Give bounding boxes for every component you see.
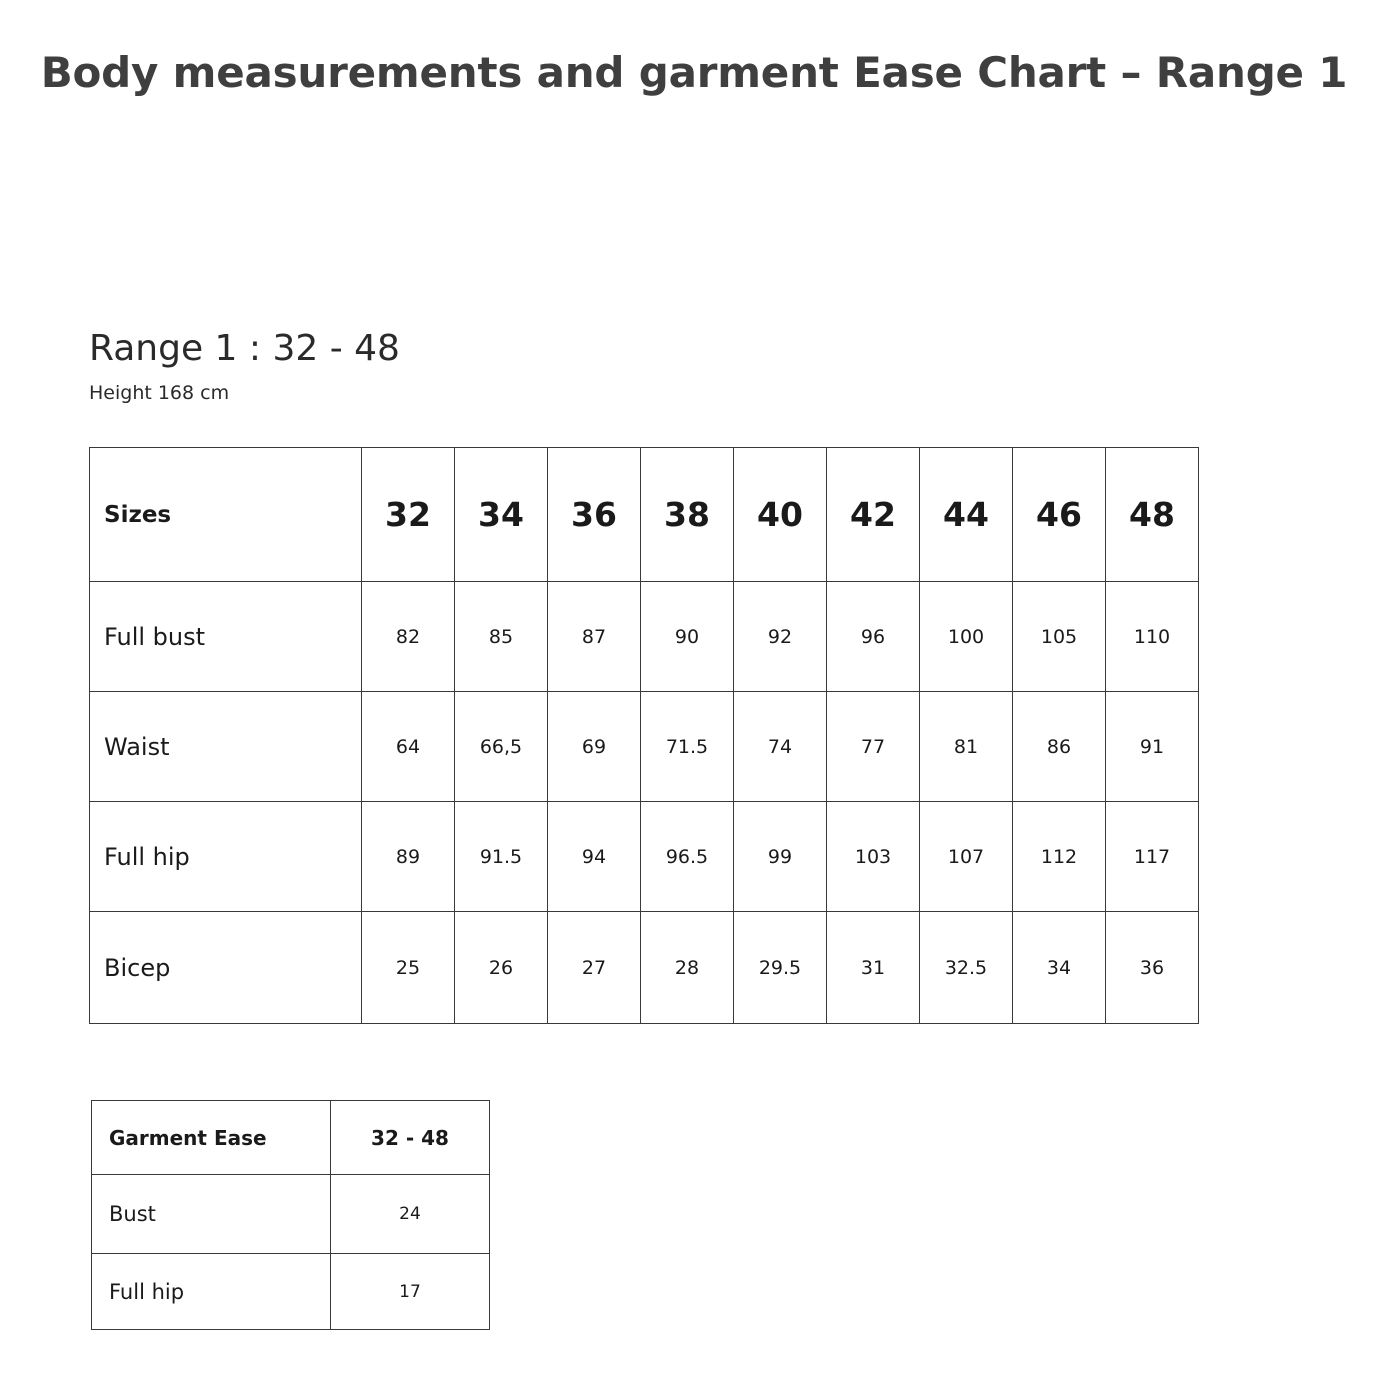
measurement-value: 82 — [362, 582, 455, 692]
measurement-value: 96.5 — [641, 802, 734, 912]
measurement-value: 81 — [920, 692, 1013, 802]
measurement-value: 77 — [827, 692, 920, 802]
measurement-value: 117 — [1106, 802, 1199, 912]
measurement-row-full-hip — [90, 802, 1199, 912]
ease-value: 24 — [331, 1175, 490, 1254]
garment-ease-table — [91, 1100, 490, 1330]
measurement-value: 91.5 — [455, 802, 548, 912]
measurement-value: 110 — [1106, 582, 1199, 692]
measurement-value: 66,5 — [455, 692, 548, 802]
measurement-value: 69 — [548, 692, 641, 802]
measurement-label: Bicep — [90, 912, 362, 1024]
measurement-value: 29.5 — [734, 912, 827, 1024]
sizes-header-label: Sizes — [90, 448, 362, 582]
size-header-cell: 32 — [362, 448, 455, 582]
measurement-value: 105 — [1013, 582, 1106, 692]
ease-label: Bust — [92, 1175, 331, 1254]
measurement-value: 31 — [827, 912, 920, 1024]
size-header-cell: 44 — [920, 448, 1013, 582]
size-header-row — [90, 448, 1199, 582]
measurement-value: 27 — [548, 912, 641, 1024]
size-header-cell: 36 — [548, 448, 641, 582]
measurement-value: 34 — [1013, 912, 1106, 1024]
ease-row-full-hip — [92, 1254, 490, 1330]
size-header-cell: 48 — [1106, 448, 1199, 582]
measurement-value: 74 — [734, 692, 827, 802]
measurement-label: Full hip — [90, 802, 362, 912]
measurement-value: 91 — [1106, 692, 1199, 802]
measurement-value: 86 — [1013, 692, 1106, 802]
measurement-row-waist — [90, 692, 1199, 802]
measurement-value: 26 — [455, 912, 548, 1024]
measurement-value: 94 — [548, 802, 641, 912]
measurement-value: 100 — [920, 582, 1013, 692]
measurement-value: 103 — [827, 802, 920, 912]
height-note: Height 168 cm — [89, 382, 230, 404]
size-header-cell: 42 — [827, 448, 920, 582]
measurement-row-full-bust — [90, 582, 1199, 692]
ease-value: 17 — [331, 1254, 490, 1330]
size-header-cell: 46 — [1013, 448, 1106, 582]
measurement-value: 64 — [362, 692, 455, 802]
size-header-cell: 40 — [734, 448, 827, 582]
range-heading: Range 1 : 32 - 48 — [89, 328, 400, 369]
measurement-value: 36 — [1106, 912, 1199, 1024]
measurement-value: 89 — [362, 802, 455, 912]
measurement-value: 90 — [641, 582, 734, 692]
ease-header-row — [92, 1101, 490, 1175]
measurement-value: 96 — [827, 582, 920, 692]
page-title: Body measurements and garment Ease Chart – Range 1 — [40, 48, 1348, 97]
measurement-value: 25 — [362, 912, 455, 1024]
measurement-value: 92 — [734, 582, 827, 692]
measurement-value: 99 — [734, 802, 827, 912]
measurement-value: 107 — [920, 802, 1013, 912]
measurement-label: Waist — [90, 692, 362, 802]
measurement-value: 28 — [641, 912, 734, 1024]
ease-label: Full hip — [92, 1254, 331, 1330]
size-header-cell: 38 — [641, 448, 734, 582]
size-header-cell: 34 — [455, 448, 548, 582]
ease-row-bust — [92, 1175, 490, 1254]
garment-ease-range-header: 32 - 48 — [331, 1101, 490, 1175]
garment-ease-header-label: Garment Ease — [92, 1101, 331, 1175]
measurement-value: 32.5 — [920, 912, 1013, 1024]
measurement-label: Full bust — [90, 582, 362, 692]
measurement-value: 112 — [1013, 802, 1106, 912]
measurement-value: 71.5 — [641, 692, 734, 802]
measurement-row-bicep — [90, 912, 1199, 1024]
size-chart-table — [89, 447, 1199, 1024]
measurement-value: 87 — [548, 582, 641, 692]
measurement-value: 85 — [455, 582, 548, 692]
